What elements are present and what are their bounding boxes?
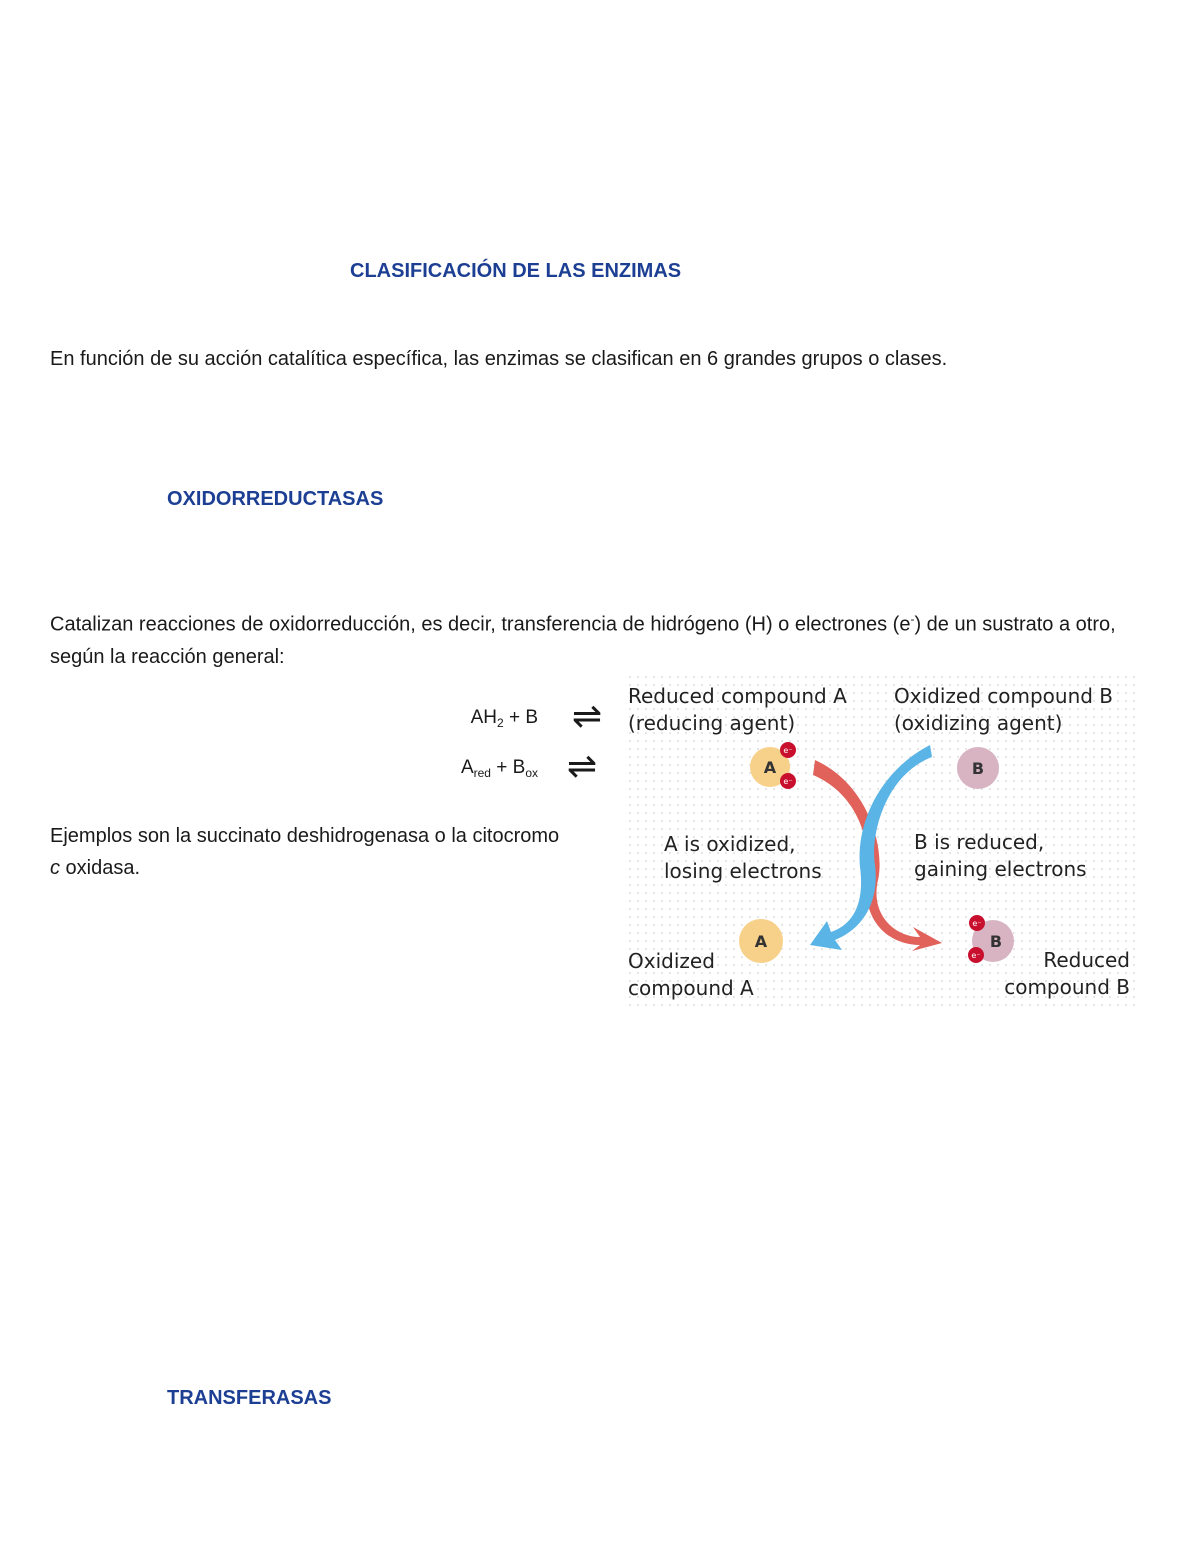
electron-label: e⁻ — [783, 777, 793, 786]
electron-label: e⁻ — [971, 951, 981, 960]
examples-paragraph: Ejemplos son la succinato deshidrogenasa o la citocromo c oxidasa. — [50, 825, 560, 879]
label-oxidized-compound-b: Oxidized compound B (oxidizing agent) — [894, 684, 1114, 735]
page-title: CLASIFICACIÓN DE LAS ENZIMAS — [350, 260, 682, 282]
label-a-is-oxidized: A is oxidized, losing electrons — [664, 832, 822, 883]
circle-label-a: A — [754, 932, 768, 951]
section-heading-transferasas: TRANSFERASAS — [167, 1387, 332, 1409]
label-b-is-reduced: B is reduced, gaining electrons — [914, 830, 1087, 881]
reaction-equation-1: $AH_2 + B$ — [470, 707, 538, 730]
equilibrium-arrow-1: ⇌ — [572, 696, 603, 737]
reaction-equation-2: $A_{red} + B_{ox}$ — [460, 757, 538, 780]
circle-label-a: A — [763, 758, 777, 777]
equilibrium-arrow-2: ⇌ — [567, 746, 598, 787]
circle-label-b: B — [971, 759, 985, 778]
label-reduced-compound-a: Reduced compound A (reducing agent) — [628, 684, 847, 735]
section-heading-oxidorreductasas: OXIDORREDUCTASAS — [167, 488, 384, 510]
electron-label: e⁻ — [972, 919, 982, 928]
electron-label: e⁻ — [783, 746, 793, 755]
intro-paragraph: En función de su acción catalítica específica, las enzimas se clasifican en 6 grandes grupos o clases. — [50, 348, 948, 370]
label-oxidized-compound-a: Oxidized compound A — [628, 949, 754, 1000]
oxidorreductasas-description: Catalizan reacciones de oxidorreducción, es decir, transferencia de hidrógeno (H) o electrones (e-) de un sustrato a otro, según la reacción general: — [50, 612, 1116, 668]
label-reduced-compound-b: Reduced compound B — [1004, 948, 1130, 999]
circle-label-b: B — [989, 932, 1003, 951]
redox-diagram — [620, 675, 1140, 1010]
